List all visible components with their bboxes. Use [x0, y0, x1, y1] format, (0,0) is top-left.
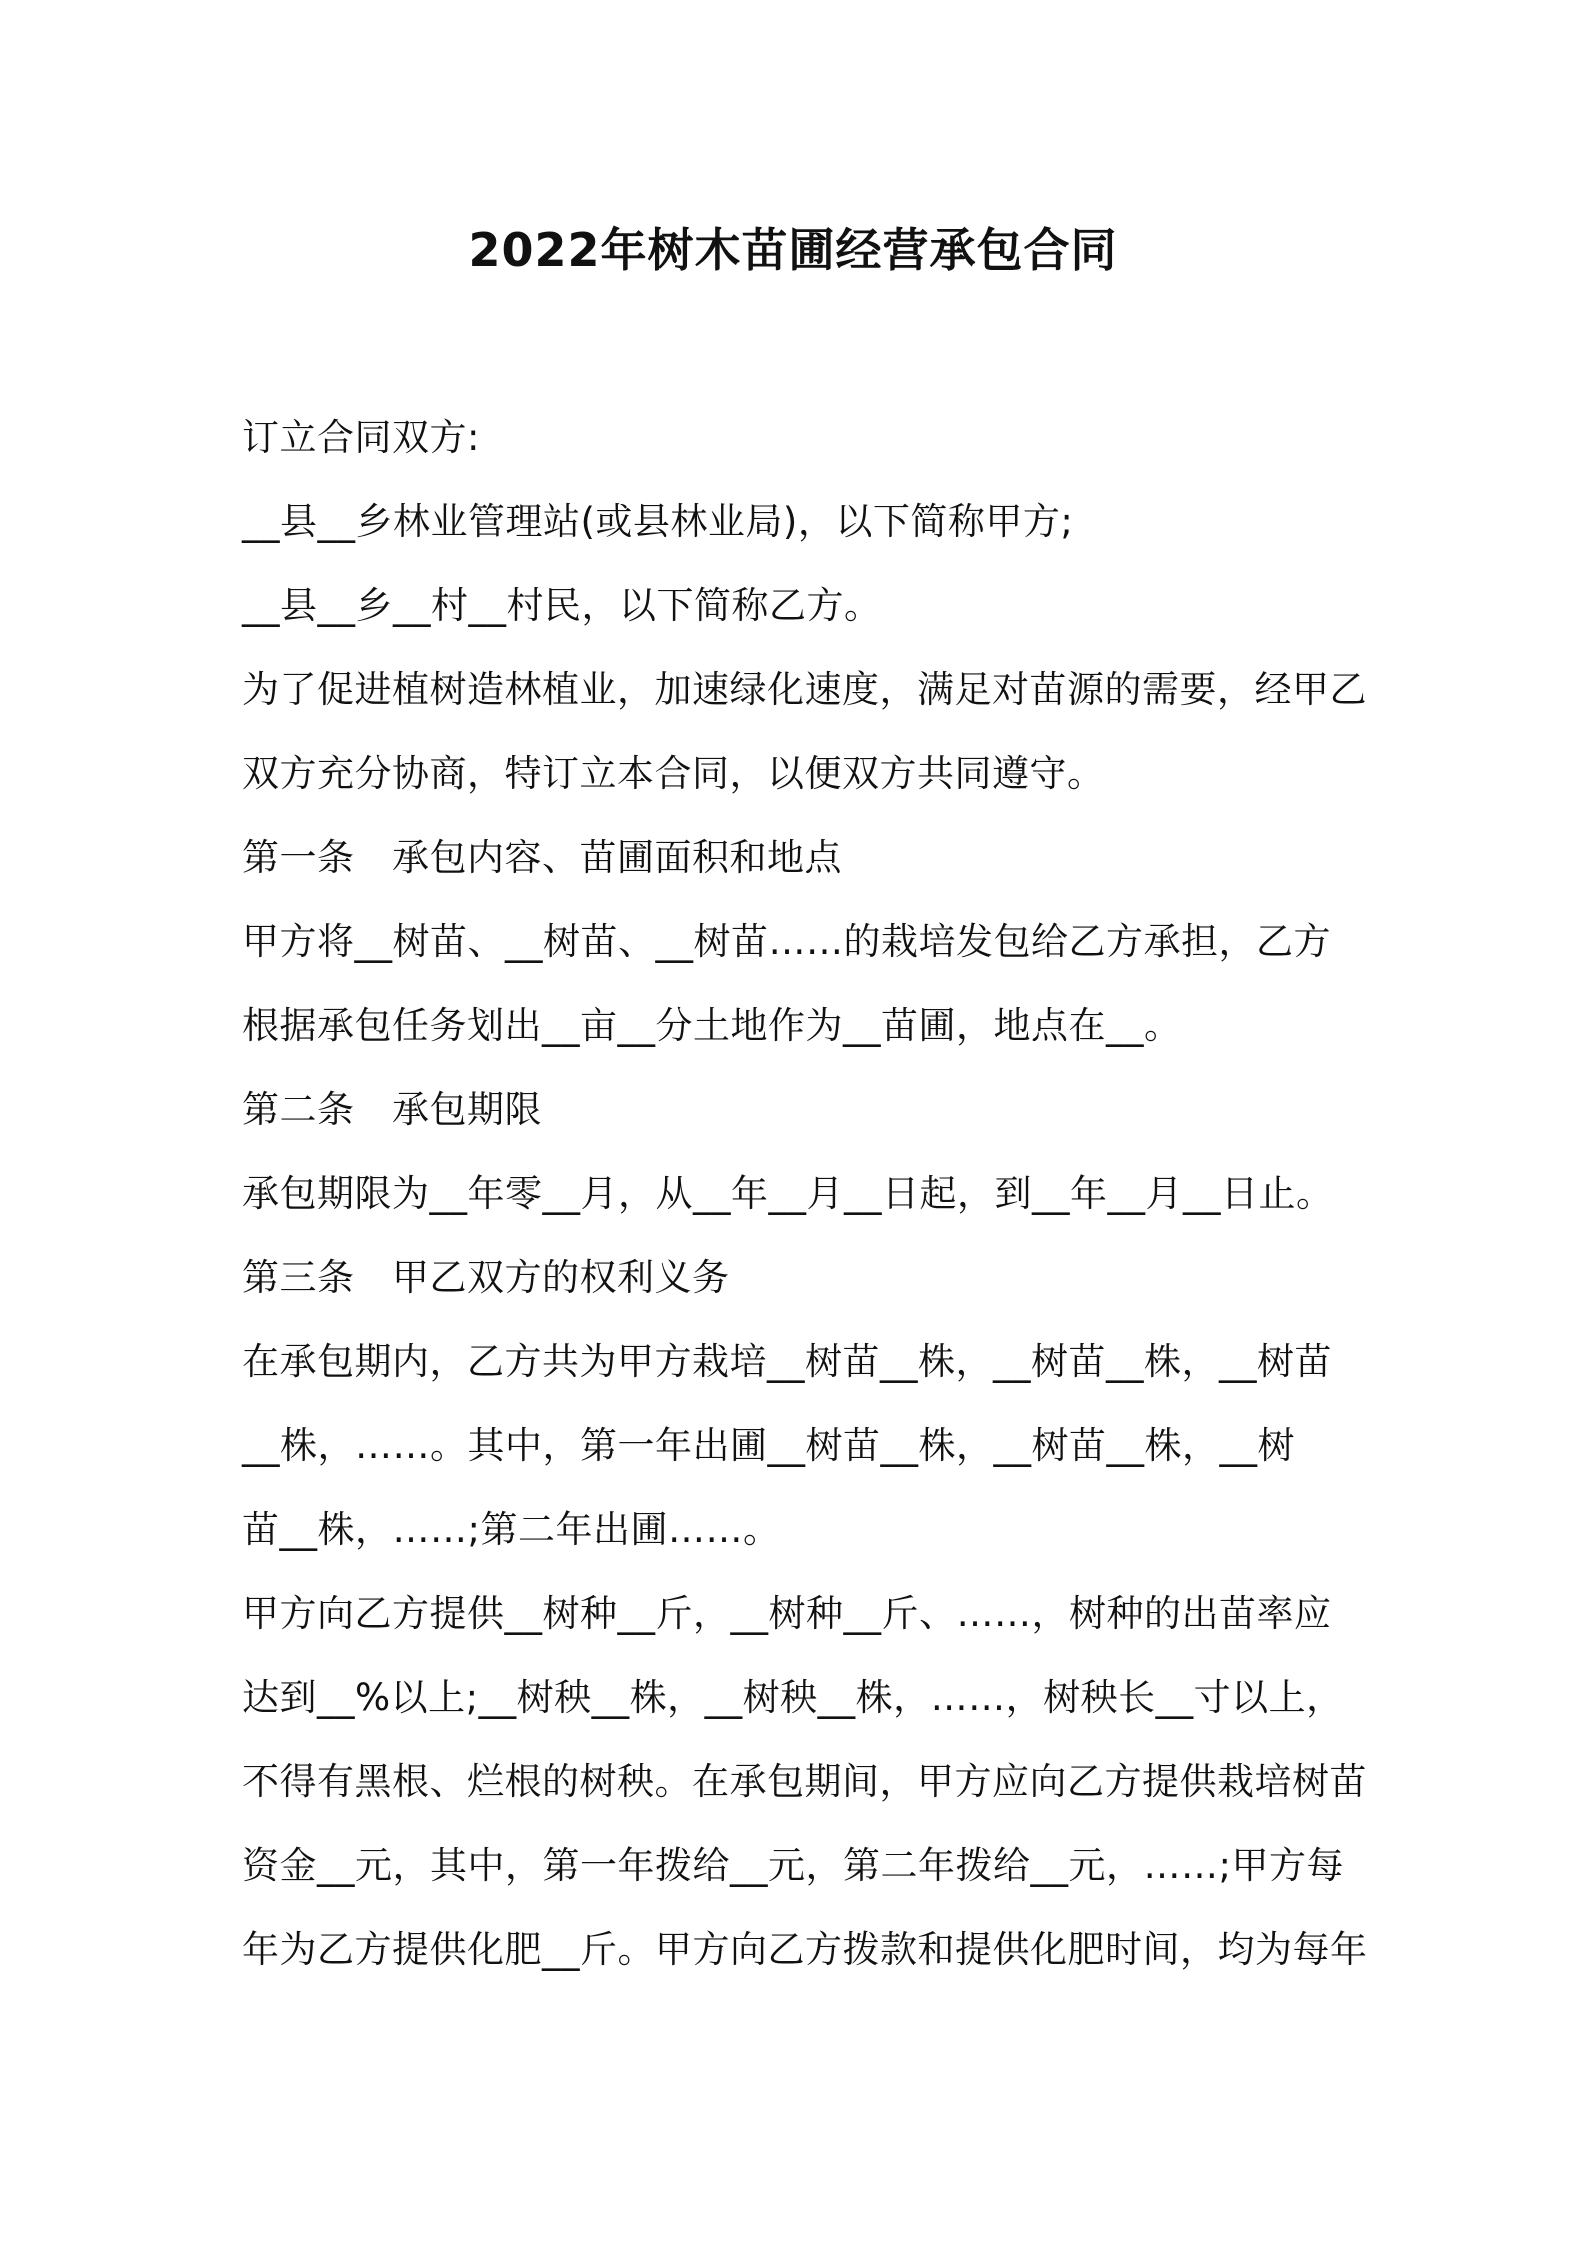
document-title: 2022年树木苗圃经营承包合同	[468, 223, 1118, 277]
text-line-party-a: __县__乡林业管理站(或县林业局)，以下简称甲方;	[242, 500, 1074, 543]
article-2-heading: 第二条 承包期限	[242, 1088, 542, 1131]
text-line-parties-heading: 订立合同双方:	[242, 416, 480, 459]
text-line-article-3-d: 甲方向乙方提供__树种__斤，__树种__斤、……，树种的出苗率应	[242, 1592, 1332, 1635]
text-line-article-2: 承包期限为__年零__月，从__年__月__日起，到__年__月__日止。	[242, 1172, 1334, 1215]
text-line-article-3-e: 达到__%以上;__树秧__株，__树秧__株，……，树秧长__寸以上，	[242, 1676, 1344, 1719]
article-3-heading: 第三条 甲乙双方的权利义务	[242, 1256, 730, 1299]
document-body	[242, 410, 1368, 2006]
text-line-article-3-c: 苗__株，……;第二年出圃……。	[242, 1508, 781, 1551]
text-line-article-1-a: 甲方将__树苗、__树苗、__树苗……的栽培发包给乙方承担，乙方	[242, 920, 1331, 963]
text-line-article-3-a: 在承包期内，乙方共为甲方栽培__树苗__株，__树苗__株，__树苗	[242, 1340, 1332, 1383]
text-line-article-3-g: 资金__元，其中，第一年拨给__元，第二年拨给__元，……;甲方每	[242, 1844, 1344, 1887]
article-1-heading: 第一条 承包内容、苗圃面积和地点	[242, 836, 842, 879]
text-line-preamble-1: 为了促进植树造林植业，加速绿化速度，满足对苗源的需要，经甲乙	[242, 668, 1367, 711]
text-line-article-3-b: __株，……。其中，第一年出圃__树苗__株，__树苗__株，__树	[242, 1424, 1295, 1467]
text-line-preamble-2: 双方充分协商，特订立本合同，以便双方共同遵守。	[242, 752, 1105, 795]
text-line-article-3-f: 不得有黑根、烂根的树秧。在承包期间，甲方应向乙方提供栽培树苗	[242, 1760, 1367, 1803]
text-line-article-1-b: 根据承包任务划出__亩__分土地作为__苗圃，地点在__。	[242, 1004, 1182, 1047]
text-line-article-3-h: 年为乙方提供化肥__斤。甲方向乙方拨款和提供化肥时间，均为每年	[242, 1928, 1368, 1971]
text-line-party-b: __县__乡__村__村民，以下简称乙方。	[242, 584, 882, 627]
